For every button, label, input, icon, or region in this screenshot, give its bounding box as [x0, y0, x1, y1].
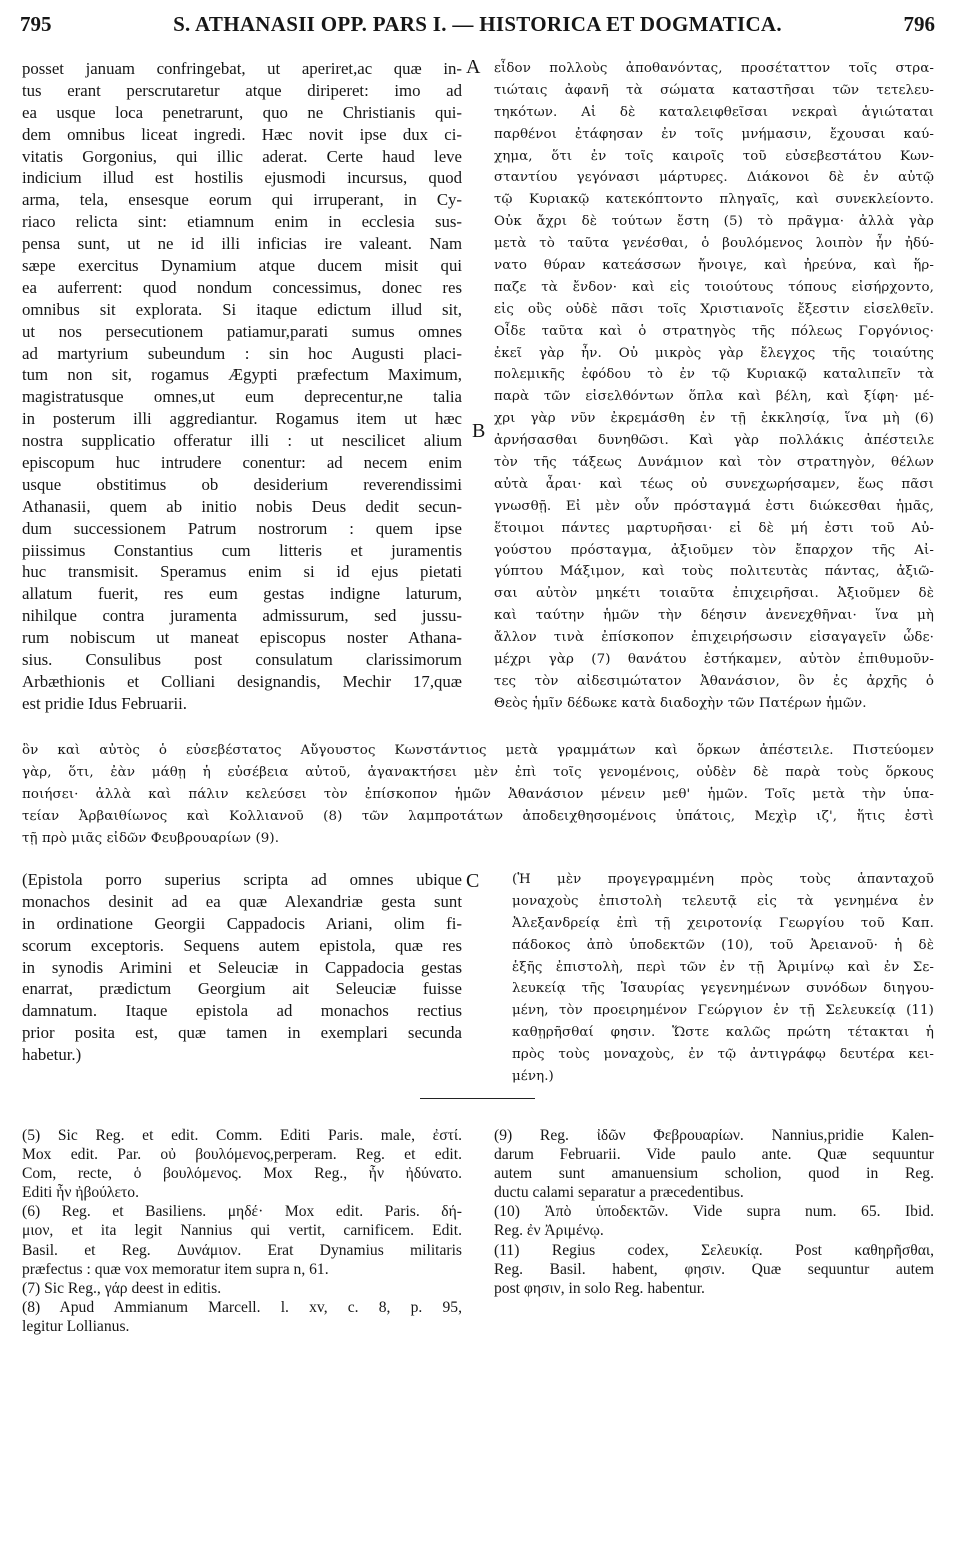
- greek-mid-line: πάδοκος ἀπὸ ὑποδεκτῶν (10), τοῦ Ἀρειανοῦ· ἡ δὲ: [512, 937, 934, 953]
- greek-top-line: παρὰ τῶν εἰσελθόντων ὅπλα καὶ βέλη, καὶ ξίφη· μέ-: [494, 389, 934, 405]
- latin-top-line: pensa sunt, ut ne id illi inficias ire valeant. Nam: [22, 234, 462, 254]
- latin-top-line: posset januam confringebat, ut aperiret,ac quæ in-: [22, 59, 462, 78]
- greek-column-top: [494, 58, 934, 715]
- section-marker-a: A: [466, 56, 481, 78]
- greek-top-line: μετὰ τὸ ταῦτα γενέσθαι, ὁ βουλόμενος λοιπὸν ἦν ἠδύ-: [494, 236, 934, 252]
- greek-column-middle: [512, 869, 934, 1088]
- latin-top-line: tus erant perscrutaretur atque diriperet: imo ad: [22, 80, 462, 100]
- section-marker-b: B: [472, 420, 486, 442]
- notes-left-line: Mox edit. Par. οὐ βουλόμενος,perperam. Reg. et edit.: [22, 1146, 462, 1164]
- latin-mid-line: in synodis Arimini et Seleuciæ in Cappadocia gestas: [22, 957, 462, 977]
- notes-right-line: (10) Ἀπὸ ὑποδεκτῶν. Vide supra num. 65. Ibid.: [494, 1203, 934, 1221]
- notes-right-line: autem sunt amanuensium scholion, quod in Reg.: [494, 1165, 934, 1183]
- greek-top-line: γούστου πρόσταγμα, ἀξιοῦμεν τὸν ἔπαρχον τῆς Αἰ-: [494, 542, 934, 558]
- notes-left-line: (7) Sic Reg., γάρ deest in editis.: [22, 1279, 222, 1297]
- latin-column-middle: [22, 869, 462, 1066]
- latin-top-line: huc transmisit. Speramus enim si id ejus pietati: [22, 562, 462, 582]
- latin-top-line: est pridie Idus Februarii.: [22, 693, 187, 713]
- latin-top-line: arma, tela, ensesque eorum qui irruperant, in Cy-: [22, 190, 462, 210]
- latin-mid-line: (Epistola porro superius scripta ad omnes ubique: [22, 870, 462, 889]
- latin-top-line: episcopum huc intrudere conentur: ad necem enim: [22, 453, 462, 473]
- greek-top-line: τηκότων. Αἱ δὲ καταλειφθεῖσαι νεκραὶ ἁγιώταται: [494, 104, 934, 120]
- greek-top-line: ἄλλον τινὰ ἐπίσκοπον ἐπιχειρήσωσιν εἰσαγαγεῖν ὧδε·: [494, 630, 934, 646]
- latin-mid-line: monachos desinit ad ea quæ Alexandriæ gesta sunt: [22, 891, 462, 911]
- latin-mid-line: habetur.): [22, 1045, 82, 1065]
- notes-right-line: darum Februarii. Vide paulo ante. Quæ sequuntur: [494, 1146, 934, 1164]
- latin-top-line: ad martyrium subeundum : sin hoc Augusti placi-: [22, 343, 462, 363]
- latin-top-line: omnibus sit explorata. Si itaque edictum illud sit,: [22, 299, 462, 319]
- greek-top-line: εἰς οὓς οὐδὲ πᾶσι τοῖς Χριστιανοῖς ἔξεστιν εἰσελθεῖν.: [494, 301, 934, 317]
- latin-top-line: indicium illud est hostilis ejusmodi incursus, quod: [22, 168, 462, 188]
- greek-mid-line: ἑξῆς ἐπιστολὴ, περὶ τῶν ἐν τῇ Ἀριμίνῳ καὶ ἐν Σε-: [512, 959, 934, 975]
- latin-top-line: riaco relicta sint: etiamnum enim in ecclesia sus-: [22, 212, 462, 232]
- page-number-right: 796: [903, 12, 935, 36]
- latin-top-line: nostra supplicatio offeratur illi : ut nescilicet alium: [22, 431, 462, 451]
- latin-mid-line: enarrat, prædictum Georgium ait Seleuciæ fuisse: [22, 979, 462, 999]
- notes-right-line: Reg. Basil. habent, φησιν. Quæ sequuntur autem: [494, 1260, 934, 1278]
- latin-top-line: nihilque contra juramenta admissurum, sed jussu-: [22, 606, 462, 626]
- greek-top-line: αὐτὰ ἆραι· καὶ τέως οὐ συνεχωρήσαμεν, ἕως πᾶσι: [494, 476, 934, 492]
- running-header: [0, 12, 955, 42]
- greek-mid-line: μένη, τὸν προειρημένον Γεώργιον ἐν τῇ Σελευκείᾳ (11): [512, 1003, 934, 1019]
- latin-top-line: dem omnibus liceat ingredi. Hæc novit ipse dux ci-: [22, 124, 462, 144]
- latin-top-line: sius. Consulibus post consulatum clarissimorum: [22, 650, 462, 670]
- notes-right-line: post φησιν, in solo Reg. habentur.: [494, 1279, 705, 1297]
- greek-top-line: ἀρνήσασθαι δυνηθῶσι. Καὶ γὰρ πολλάκις ἀπέστειλε: [494, 433, 934, 449]
- section-marker-c: C: [466, 870, 480, 892]
- greek-top-line: ἕτοιμοι πάντες μαρτυρῆσαι· εἰ δὲ μή ἐστι τοῦ Αὐ-: [494, 520, 934, 536]
- notes-left-line: (6) Reg. et Basiliens. μηδέ· Mox edit. Paris. δή-: [22, 1203, 462, 1221]
- greek-mid-line: (Ἡ μὲν προγεγραμμένη πρὸς τοὺς ἁπανταχοῦ: [512, 872, 934, 887]
- greek-full-line: γὰρ, ὅτι, ἐὰν μάθῃ ἡ εὐσέβεια αὐτοῦ, ἀγανακτήσει μὲν ἐπὶ τοῖς γενομένοις, οὐδὲν δὲ παρὰ τοὺς ὅρκους: [22, 764, 934, 780]
- footnotes-left: [22, 1126, 462, 1336]
- greek-top-line: νατο θύραν κατεάσσων ἤνοιγε, καὶ ἠρεύνα, καὶ ἥρ-: [494, 258, 934, 274]
- greek-mid-line: λευκείᾳ τῆς Ἰσαυρίας γεγενημένων συνόδων διηγου-: [512, 981, 934, 997]
- latin-mid-line: prior posita est, quæ tamen in exemplari secunda: [22, 1023, 462, 1043]
- notes-left-line: Com, recte, ὁ βουλόμενος. Mox Reg., ἦν ἠδύνατο.: [22, 1165, 462, 1183]
- greek-top-line: σαι αὐτὸν μηκέτι τοιαῦτα ἐπιχειρῆσαι. Ἀξιοῦμεν δὲ: [494, 586, 934, 602]
- footnotes-right: [494, 1126, 934, 1298]
- greek-full-line: τῇ πρὸ μιᾶς εἰδῶν Φευβρουαρίων (9).: [22, 830, 280, 846]
- greek-top-line: τὸν τῆς τάξεως Δυνάμιον καὶ τὸν στρατηγὸν, θέλων: [494, 455, 934, 471]
- greek-top-line: τιώταις ἀφανῆ τὰ σώματα καταστῆσαι τῶν τετελευ-: [494, 82, 934, 98]
- latin-top-line: ea usque loca penetrarunt, quo ne Christianis qui-: [22, 102, 462, 122]
- notes-left-line: (5) Sic Reg. et edit. Comm. Editi Paris. male, ἐστί.: [22, 1127, 462, 1144]
- greek-top-line: χημα, ὅτι ἐν τοῖς καιροῖς τοῦ εὐσεβεστάτου Κων-: [494, 148, 934, 164]
- greek-top-line: χρι γὰρ νῦν ἐκρεμάσθη ἐν τῇ ἐκκλησίᾳ, ἵνα μὴ (6): [494, 411, 934, 427]
- latin-top-line: magistratusque omnes,ut eum deprecentur,ne talia: [22, 387, 462, 407]
- greek-full-width-block: [22, 740, 934, 849]
- latin-top-line: dum successionem Patrum nostrorum : quem ipse: [22, 518, 462, 538]
- notes-left-line: (8) Apud Ammianum Marcell. l. xv, c. 8, p. 95,: [22, 1298, 462, 1316]
- latin-mid-line: in ordinatione Georgii Cappadocis Ariani, olim fi-: [22, 913, 462, 933]
- running-title: S. ATHANASII OPP. PARS I. — HISTORICA ET DOGMATICA.: [173, 12, 782, 36]
- greek-top-line: γύπτου Μάξιμον, καὶ τοὺς πολιτευτὰς πάντας, ἀξιῶ-: [494, 564, 934, 580]
- latin-top-line: ea auferrent: quod nondum concessimus, donec res: [22, 277, 462, 297]
- greek-top-line: παζε τὰ ἔνδον· καὶ εἰς τοιούτους τόπους εἰσήρχοντο,: [494, 279, 934, 295]
- latin-top-line: in posterum illi aggrediantur. Rogamus item ut hæc: [22, 409, 462, 429]
- greek-full-line: τείαν Ἀρβαιθίωνος καὶ Κολλιανοῦ (8) τῶν λαμπροτάτων ἀποδειχθησομένοις ὑπάτοις, Μεχὶρ ιζ', ἥτις ἐστὶ: [22, 808, 934, 824]
- latin-top-line: Arbæthionis et Colliani designandis, Mechir 17,quæ: [22, 671, 462, 691]
- notes-right-line: (9) Reg. ἰδῶν Φεβρουαρίων. Nannius,pridie Kalen-: [494, 1127, 934, 1144]
- latin-top-line: sæpe exercitus Dynamium atque ducem misit qui: [22, 256, 462, 276]
- greek-top-line: τες τὸν αἰδεσιμώτατον Ἀθανάσιον, ὃν ἐς ἀρχῆς ὁ: [494, 673, 934, 689]
- greek-mid-line: καθῃρῆσθαί φησιν. Ὥστε καλῶς πρώτη τέτακται ἡ: [512, 1025, 934, 1041]
- latin-top-line: rum nobiscum ut maneat episcopus noster Athana-: [22, 628, 462, 648]
- greek-mid-line: Ἀλεξανδρείᾳ ἐπὶ τῇ χειροτονίᾳ Γεωργίου τοῦ Καπ.: [512, 915, 934, 931]
- latin-mid-line: scorum exceptoris. Sequens autem epistola, quæ res: [22, 935, 462, 955]
- greek-mid-line: μοναχοὺς ἐπιστολὴ τελευτᾷ εἰς τὰ γενημένα ἐν: [512, 893, 934, 909]
- greek-top-line: τῷ Κυριακῷ κατεκόπτοντο πληγαῖς, καὶ συνεκλείοντο.: [494, 192, 934, 208]
- greek-full-line: ποιήσει· ἀλλὰ καὶ πάλιν κελεύσει τὸν ἐπίσκοπον ἡμῶν Ἀθανάσιον μένειν μεθ' ἡμῶν. Τοῖς μετὰ τὴν ὑπα-: [22, 786, 934, 802]
- greek-top-line: γνωσθῇ. Εἰ μὲν οὖν πρόσταγμά ἐστι διώκεσθαι ἡμᾶς,: [494, 498, 934, 514]
- latin-top-line: piissimus Constantius cum litteris et juramentis: [22, 540, 462, 560]
- greek-top-line: καὶ ταύτην ἡμῶν τὴν δέησιν ἀνενεχθῆναι· ἵνα μὴ: [494, 608, 934, 624]
- notes-right-line: (11) Regius codex, Σελευκίᾳ. Post καθηρῆσθαι,: [494, 1241, 934, 1259]
- greek-top-line: Οὐκ ἄχρι δὲ τούτων ἔστη (5) τὸ πρᾶγμα· ἀλλὰ γὰρ: [494, 214, 934, 230]
- latin-top-line: usque obstitimus ob desiderium reverendissimi: [22, 474, 462, 494]
- greek-top-line: παρθένοι ἐτάφησαν ἐν τοῖς μνήμασιν, ἔχουσαι καύ-: [494, 126, 934, 142]
- notes-left-line: Basil. et Reg. Δυνάμιον. Erat Dynamius militaris: [22, 1241, 462, 1259]
- page-number-left: 795: [20, 12, 52, 36]
- notes-left-line: legitur Lollianus.: [22, 1317, 130, 1335]
- latin-top-line: allatum fuerit, res eum gestas indigne laturum,: [22, 584, 462, 604]
- notes-right-line: Reg. ἐν Ἀριμένῳ.: [494, 1222, 604, 1240]
- greek-top-line: ἐκεῖ γὰρ ἦν. Οὐ μικρὸς γὰρ ἔλεγχος τῆς τοιαύτης: [494, 345, 934, 361]
- greek-full-line: ὃν καὶ αὐτὸς ὁ εὐσεβέστατος Αὔγουστος Κωνστάντιος μετὰ γραμμάτων καὶ ὅρκων ἀπέστειλε. Πιστεύομεν: [22, 743, 934, 758]
- notes-left-line: Editi ἦν ἠβούλετο.: [22, 1184, 139, 1202]
- greek-top-line: Θεὸς ἡμῖν δέδωκε κατὰ διαδοχὴν τῶν Πατέρων ἡμῶν.: [494, 695, 867, 711]
- latin-top-line: tum non sit, rogamus Ægypti præfectum Maximum,: [22, 365, 462, 385]
- greek-top-line: Οἶδε ταῦτα καὶ ὁ στρατηγὸς τῆς πόλεως Γοργόνιος·: [494, 323, 934, 339]
- greek-mid-line: μένη.): [512, 1069, 554, 1085]
- footnote-rule: [420, 1098, 535, 1099]
- latin-top-line: ut nos persecutionem patiamur,parati sumus omnes: [22, 321, 462, 341]
- greek-top-line: σταντίου γεγόνασι μάρτυρες. Διάκονοι δὲ ἐν αὐτῷ: [494, 170, 934, 186]
- greek-mid-line: πρὸς τοὺς μοναχοὺς, ἐν τῷ ἀντιγράφῳ δευτέρα κει-: [512, 1047, 934, 1063]
- latin-top-line: vitatis Gorgonius, qui illic aderat. Certe haud leve: [22, 146, 462, 166]
- notes-right-line: ductu calami separatur a præcedentibus.: [494, 1184, 744, 1202]
- greek-top-line: εἶδον πολλοὺς ἀποθανόντας, προσέταττον τοῖς στρα-: [494, 61, 934, 76]
- latin-mid-line: damnatum. Itaque epistola ad monachos rectius: [22, 1001, 462, 1021]
- notes-left-line: μιον, et ita legit Nannius qui vertit, carnificem. Edit.: [22, 1222, 462, 1240]
- greek-top-line: μέχρι γὰρ (7) θανάτου ἐστήκαμεν, αὐτὸν ἐπιθυμοῦν-: [494, 652, 934, 668]
- greek-top-line: πολεμικῆς ἐφόδου τὸ ἐν τῷ Κυριακῷ καταλιπεῖν τὰ: [494, 367, 934, 383]
- latin-top-line: Athanasii, quem ab initio nobis Deus dedit secun-: [22, 496, 462, 516]
- latin-column-top: [22, 58, 462, 715]
- notes-left-line: præfectus : quæ vox memoratur item supra n, 61.: [22, 1260, 329, 1278]
